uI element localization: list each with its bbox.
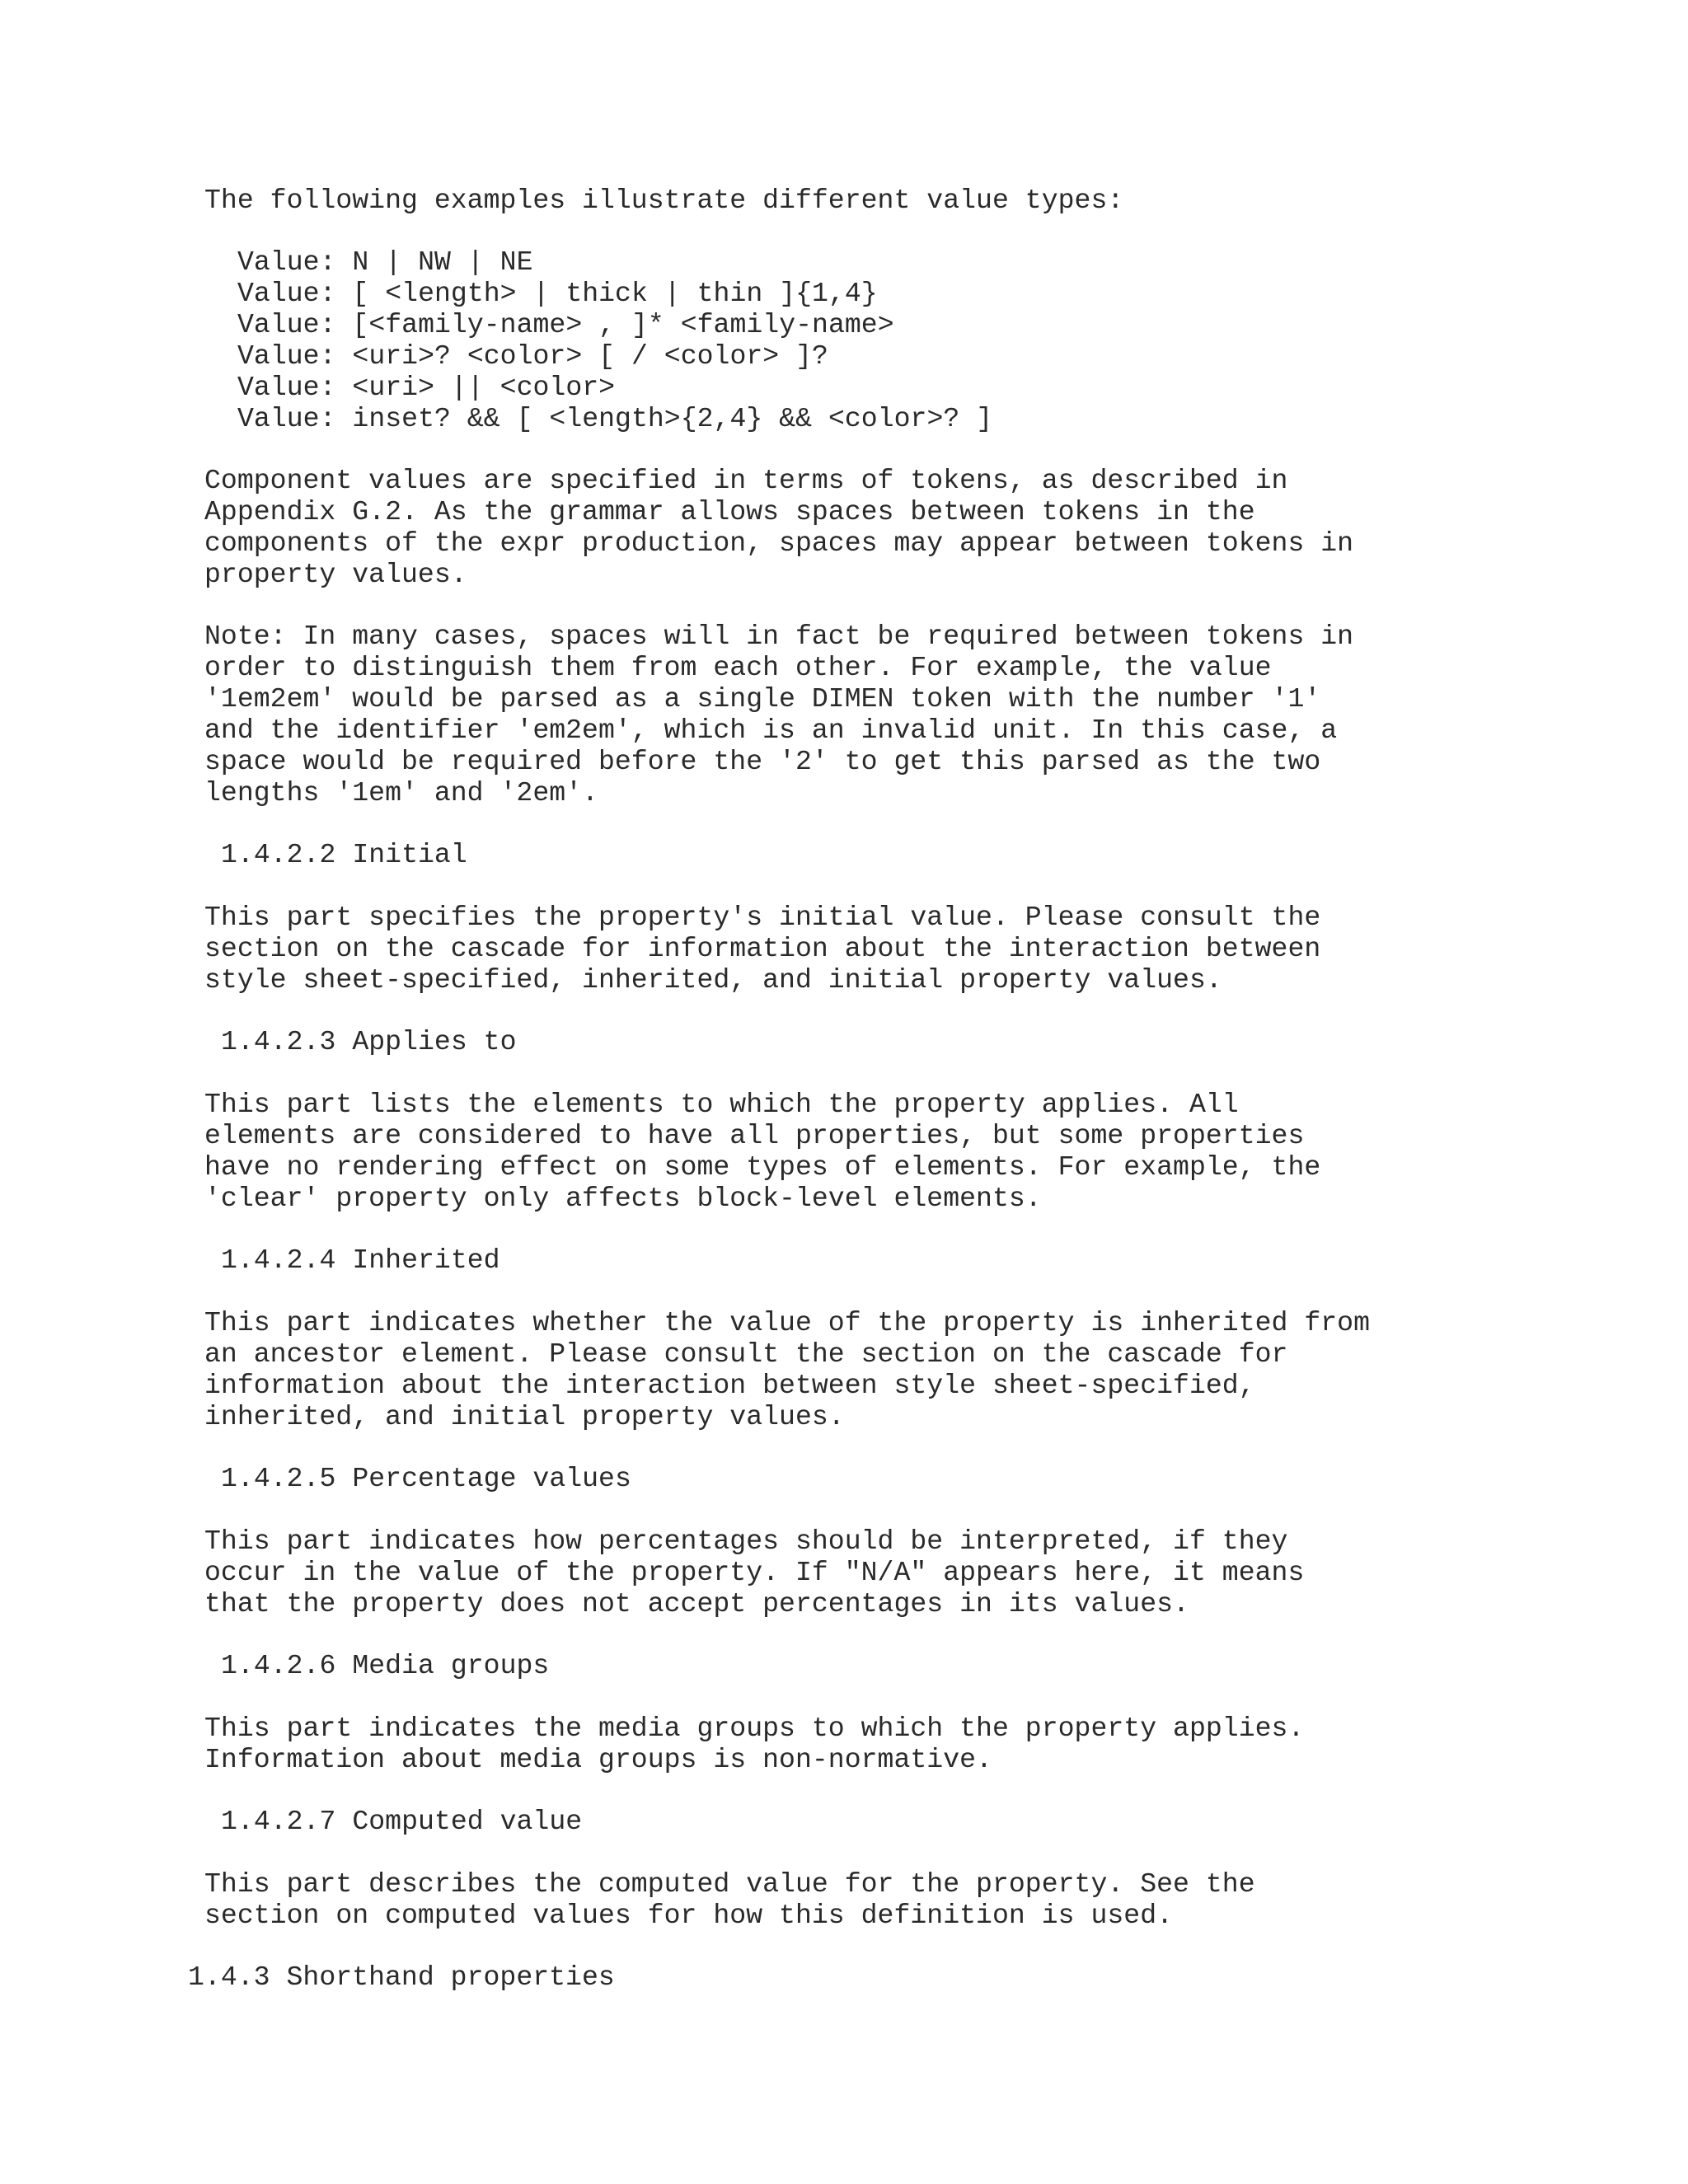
section-heading-applies-to: 1.4.2.3 Applies to bbox=[221, 1026, 517, 1057]
paragraph-line: components of the expr production, spaces may appear between tokens in bbox=[204, 527, 1354, 559]
example-value-line: Value: [ <length> | thick | thin ]{1,4} bbox=[237, 278, 878, 309]
example-value-line: Value: N | NW | NE bbox=[237, 246, 533, 278]
paragraph-line: section on computed values for how this definition is used. bbox=[204, 1900, 1174, 1931]
intro-text: The following examples illustrate different value types: bbox=[204, 185, 1124, 216]
section-heading-percentage-values: 1.4.2.5 Percentage values bbox=[221, 1463, 631, 1494]
paragraph-line: Component values are specified in terms of tokens, as described in bbox=[204, 465, 1288, 496]
paragraph-line: Information about media groups is non-normative. bbox=[204, 1744, 992, 1775]
paragraph-line: property values. bbox=[204, 559, 467, 590]
example-value-line: Value: [<family-name> , ]* <family-name> bbox=[237, 309, 894, 340]
paragraph-line: order to distinguish them from each other. For example, the value bbox=[204, 652, 1272, 683]
paragraph-line: elements are considered to have all properties, but some properties bbox=[204, 1120, 1305, 1151]
section-heading-shorthand-properties: 1.4.3 Shorthand properties bbox=[188, 1961, 615, 1993]
example-value-line: Value: <uri> || <color> bbox=[237, 372, 616, 403]
paragraph-line: Note: In many cases, spaces will in fact be required between tokens in bbox=[204, 621, 1354, 652]
section-heading-initial: 1.4.2.2 Initial bbox=[221, 839, 467, 870]
paragraph-line: occur in the value of the property. If "N/A" appears here, it means bbox=[204, 1557, 1305, 1588]
paragraph-line: section on the cascade for information about the interaction between bbox=[204, 933, 1321, 964]
section-heading-computed-value: 1.4.2.7 Computed value bbox=[221, 1806, 583, 1837]
paragraph-line: 'clear' property only affects block-level elements. bbox=[204, 1183, 1042, 1214]
paragraph-line: Appendix G.2. As the grammar allows spaces between tokens in the bbox=[204, 496, 1255, 527]
paragraph-line: This part describes the computed value for the property. See the bbox=[204, 1868, 1255, 1900]
paragraph-line: style sheet-specified, inherited, and initial property values. bbox=[204, 964, 1222, 996]
paragraph-line: lengths '1em' and '2em'. bbox=[204, 777, 598, 808]
paragraph-line: This part specifies the property's initial value. Please consult the bbox=[204, 902, 1321, 933]
example-value-line: Value: <uri>? <color> [ / <color> ]? bbox=[237, 340, 828, 372]
paragraph-line: This part indicates whether the value of the property is inherited from bbox=[204, 1307, 1371, 1338]
paragraph-line: '1em2em' would be parsed as a single DIMEN token with the number '1' bbox=[204, 683, 1321, 715]
paragraph-line: that the property does not accept percentages in its values. bbox=[204, 1588, 1189, 1619]
paragraph-line: an ancestor element. Please consult the section on the cascade for bbox=[204, 1338, 1288, 1370]
paragraph-line: This part indicates how percentages should be interpreted, if they bbox=[204, 1526, 1288, 1557]
section-heading-media-groups: 1.4.2.6 Media groups bbox=[221, 1650, 550, 1681]
section-heading-inherited: 1.4.2.4 Inherited bbox=[221, 1244, 500, 1276]
paragraph-line: inherited, and initial property values. bbox=[204, 1401, 845, 1432]
paragraph-line: have no rendering effect on some types of elements. For example, the bbox=[204, 1151, 1321, 1183]
paragraph-line: space would be required before the '2' to get this parsed as the two bbox=[204, 746, 1321, 777]
paragraph-line: This part indicates the media groups to which the property applies. bbox=[204, 1713, 1305, 1744]
paragraph-line: and the identifier 'em2em', which is an invalid unit. In this case, a bbox=[204, 715, 1338, 746]
paragraph-line: information about the interaction between style sheet-specified, bbox=[204, 1370, 1255, 1401]
example-value-line: Value: inset? && [ <length>{2,4} && <color>? ] bbox=[237, 403, 993, 434]
paragraph-line: This part lists the elements to which the property applies. All bbox=[204, 1089, 1239, 1120]
